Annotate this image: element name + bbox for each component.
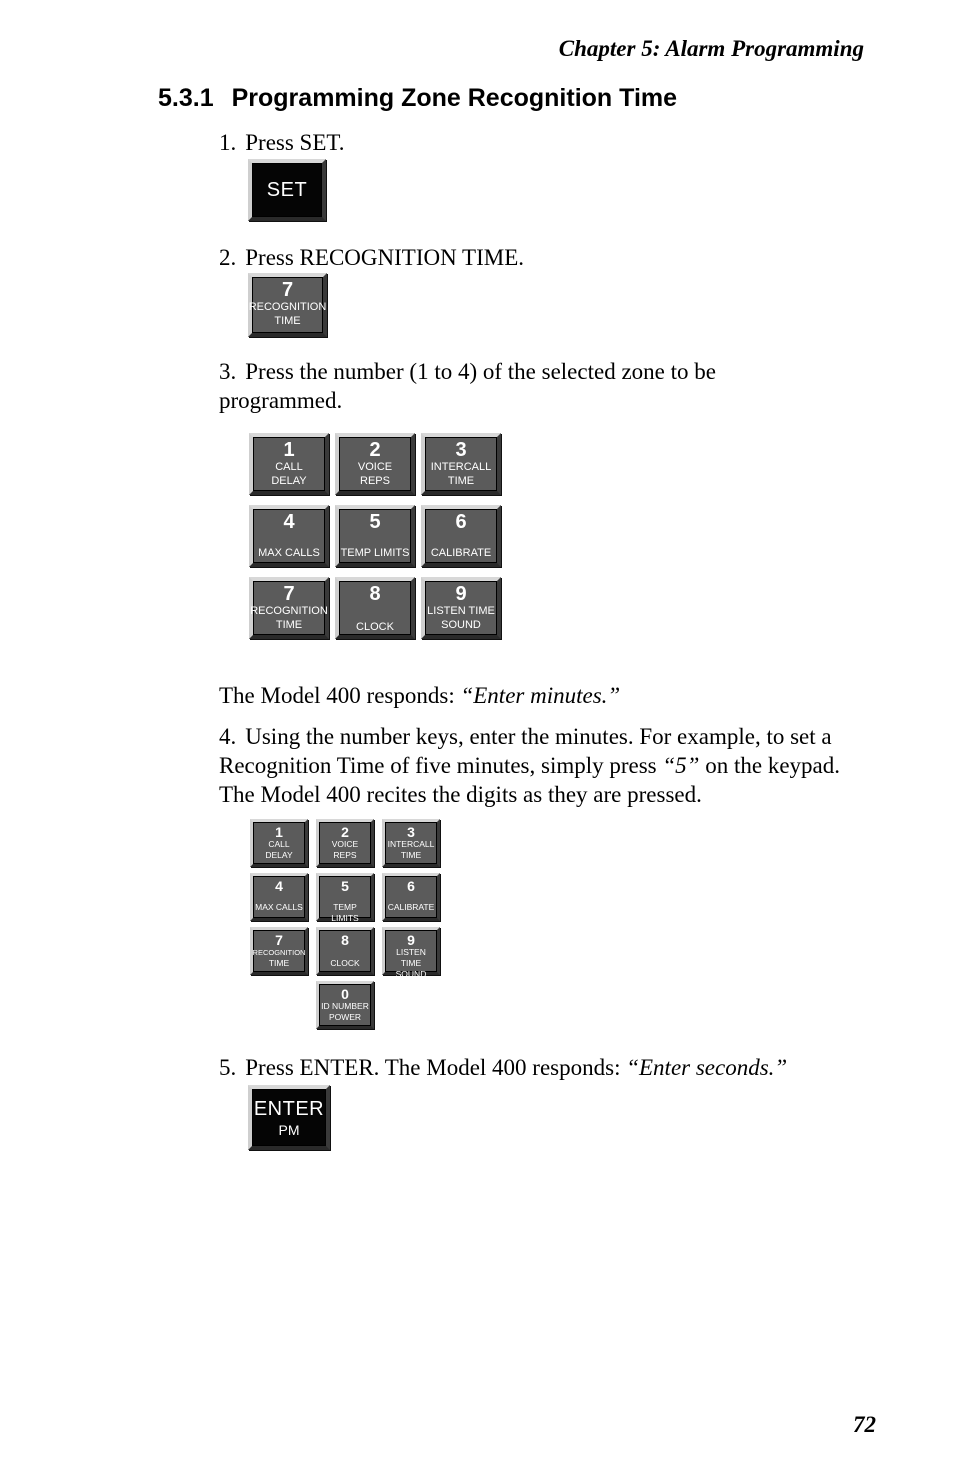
step-number: 3. bbox=[219, 359, 237, 384]
key-digit: 7 bbox=[275, 932, 283, 948]
key-label: REPS bbox=[333, 850, 357, 860]
key-digit: 9 bbox=[407, 932, 415, 948]
keypad-key-2[interactable] bbox=[335, 433, 415, 495]
small-keypad-key-8[interactable] bbox=[316, 927, 374, 975]
step-text: Press RECOGNITION TIME. bbox=[245, 245, 525, 270]
key-label: CLOCK bbox=[356, 621, 394, 633]
small-keypad-key-7[interactable] bbox=[250, 927, 308, 975]
step-text: on the keypad. The Model 400 recites the digits as they are pressed. bbox=[219, 753, 840, 807]
step-number: 1. bbox=[219, 130, 237, 155]
key-label: ID NUMBER bbox=[321, 1001, 369, 1011]
keypad-key-9[interactable] bbox=[421, 577, 501, 639]
section-title bbox=[158, 84, 677, 113]
key-digit: 7 bbox=[281, 279, 294, 301]
key-label: CALIBRATE bbox=[387, 902, 435, 912]
small-keypad-key-6[interactable] bbox=[382, 873, 440, 921]
key-label: TIME bbox=[275, 619, 303, 631]
enter-key-label: ENTER bbox=[253, 1097, 325, 1120]
key-label: VOICE bbox=[331, 839, 359, 849]
small-keypad-key-0[interactable] bbox=[316, 981, 374, 1029]
keypad-key-6[interactable] bbox=[421, 505, 501, 567]
key-digit: 1 bbox=[283, 439, 295, 461]
key-label: TIME bbox=[274, 315, 301, 327]
key-label: POWER bbox=[328, 1012, 362, 1022]
page-number: 72 bbox=[853, 1412, 876, 1437]
enter-key-sublabel: PM bbox=[278, 1121, 300, 1138]
key-label: SOUND bbox=[395, 969, 427, 979]
response-quote: “Enter minutes.” bbox=[460, 683, 621, 708]
step-number: 4. bbox=[219, 724, 237, 749]
key-label: RECOGNITION bbox=[252, 948, 306, 957]
key-label: TIME bbox=[400, 850, 422, 860]
step-4 bbox=[219, 722, 859, 809]
key-digit: 1 bbox=[275, 824, 283, 840]
key-label: INTERCALL bbox=[387, 839, 435, 849]
key-label: CALIBRATE bbox=[430, 547, 492, 559]
step-5 bbox=[219, 1053, 879, 1082]
key-label: TIME bbox=[268, 958, 290, 968]
key-digit: 3 bbox=[407, 824, 415, 840]
key-digit: 9 bbox=[455, 583, 467, 605]
key-label: DELAY bbox=[271, 475, 307, 487]
key-label: TEMP LIMITS bbox=[340, 547, 410, 559]
set-key[interactable] bbox=[248, 159, 326, 221]
set-key-label: SET bbox=[266, 179, 308, 201]
step-text: Press SET. bbox=[245, 130, 345, 155]
key-label: SOUND bbox=[441, 619, 481, 631]
enter-key[interactable] bbox=[248, 1085, 330, 1150]
step-3 bbox=[219, 357, 779, 415]
step-text: Using the number keys, enter the minutes. For example, to set a Recognition Time of five minutes, simply press bbox=[219, 724, 832, 778]
key-label: CLOCK bbox=[330, 958, 360, 968]
key-digit: 0 bbox=[341, 986, 349, 1002]
recognition-time-key[interactable] bbox=[248, 273, 327, 337]
key-label: CALL bbox=[275, 461, 303, 473]
key-digit: 4 bbox=[283, 511, 295, 533]
key-digit: 7 bbox=[283, 583, 295, 605]
key-label: LISTEN TIME bbox=[427, 605, 495, 617]
small-keypad-key-4[interactable] bbox=[250, 873, 308, 921]
key-label: RECOGNITION bbox=[248, 301, 327, 313]
keypad-key-3[interactable] bbox=[421, 433, 501, 495]
key-digit: 8 bbox=[369, 583, 381, 605]
key-label: VOICE bbox=[357, 461, 393, 473]
step-number: 5. bbox=[219, 1055, 237, 1080]
response-enter-minutes bbox=[219, 681, 859, 710]
key-label: MAX CALLS bbox=[258, 547, 320, 559]
key-digit: 3 bbox=[455, 439, 467, 461]
key-digit: 2 bbox=[341, 824, 349, 840]
key-digit: 5 bbox=[369, 511, 381, 533]
step-number: 2. bbox=[219, 245, 237, 270]
key-label: INTERCALL bbox=[430, 461, 492, 473]
key-label: CALL bbox=[268, 839, 290, 849]
key-label: MAX CALLS bbox=[255, 902, 303, 912]
step-text: Press the number (1 to 4) of the selected zone to be programmed. bbox=[219, 359, 716, 413]
key-digit: 6 bbox=[407, 878, 415, 894]
small-keypad-key-2[interactable] bbox=[316, 819, 374, 867]
section-number: 5.3.1 bbox=[158, 84, 214, 112]
key-digit: 5 bbox=[341, 878, 349, 894]
key-digit: 8 bbox=[341, 932, 349, 948]
keypad-key-4[interactable] bbox=[249, 505, 329, 567]
section-title-text: Programming Zone Recognition Time bbox=[231, 84, 678, 112]
keypad-key-5[interactable] bbox=[335, 505, 415, 567]
step-2 bbox=[219, 243, 859, 272]
key-digit: 6 bbox=[455, 511, 467, 533]
response-text: The Model 400 responds: bbox=[219, 683, 461, 708]
chapter-header: Chapter 5: Alarm Programming bbox=[558, 36, 864, 61]
small-keypad-key-3[interactable] bbox=[382, 819, 440, 867]
small-keypad-key-1[interactable] bbox=[250, 819, 308, 867]
small-keypad-key-9[interactable] bbox=[382, 927, 440, 979]
keypad-key-7[interactable] bbox=[249, 577, 329, 639]
key-digit: 4 bbox=[275, 878, 283, 894]
step-1 bbox=[219, 128, 859, 157]
key-label: TIME bbox=[447, 475, 475, 487]
keypad-key-8[interactable] bbox=[335, 577, 415, 639]
key-label: LISTEN TIME bbox=[396, 947, 426, 968]
key-label: REPS bbox=[360, 475, 390, 487]
step-quote: “Enter seconds.” bbox=[626, 1055, 788, 1080]
key-label: TEMP LIMITS bbox=[331, 902, 359, 923]
step-quote: “5” bbox=[662, 753, 700, 778]
key-label: RECOGNITION bbox=[250, 605, 328, 617]
step-text: Press ENTER. The Model 400 responds: bbox=[245, 1055, 627, 1080]
key-digit: 2 bbox=[369, 439, 381, 461]
keypad-key-1[interactable] bbox=[249, 433, 329, 495]
small-keypad-key-5[interactable] bbox=[316, 873, 374, 921]
key-label: DELAY bbox=[265, 850, 293, 860]
